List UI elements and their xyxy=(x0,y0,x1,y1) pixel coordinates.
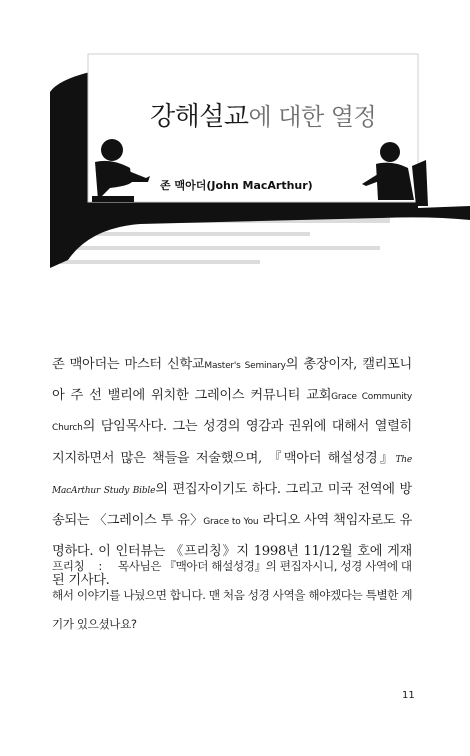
title-main: 강해설교 xyxy=(150,102,249,132)
qa-speaker: 프리칭 xyxy=(52,559,85,573)
article-title xyxy=(150,96,376,133)
intro-segment: Master's Seminary xyxy=(204,361,286,371)
intro-segment: The MacArthur Study Bible xyxy=(52,454,412,496)
qa-colon: : xyxy=(98,559,102,573)
intro-segment: 라디오 사역 책임자로도 유명하다. 이 인터뷰는 《프리칭》지 1998년 11/12월 호에 게재된 기사다. xyxy=(52,513,413,589)
intro-segment: Grace Community Church xyxy=(52,392,413,434)
title-rest: 에 대한 열정 xyxy=(248,103,377,131)
page-number: 11 xyxy=(402,690,415,701)
author-byline: 존 맥아더(John MacArthur) xyxy=(160,179,313,192)
qa-block xyxy=(52,552,414,639)
header-illustration xyxy=(0,0,470,290)
intro-segment: 존 맥아더는 마스터 신학교 xyxy=(52,357,205,372)
qa-question: 목사님은 『맥아더 해설성경』의 편집자시니, 성경 사역에 대해서 이야기를 나눴으면 합니다. 맨 처음 성경 사역을 해야겠다는 특별한 계기가 있으셨나요? xyxy=(52,559,413,631)
intro-segment: 의 담임목사다. 그는 성경의 영감과 권위에 대해서 열렬히 지지하면서 많은 책들을 저술했으며, 『맥아더 해설성경』 xyxy=(52,419,412,466)
intro-segment: 의 총장이자, 캘리포니아 주 선 밸리에 위치한 그레이스 커뮤니티 교회 xyxy=(52,357,412,404)
intro-segment: 의 편집자이기도 하다. 그리고 미국 전역에 방송되는 〈그레이스 투 유〉 xyxy=(52,481,412,529)
intro-segment: Grace to You xyxy=(203,517,259,528)
